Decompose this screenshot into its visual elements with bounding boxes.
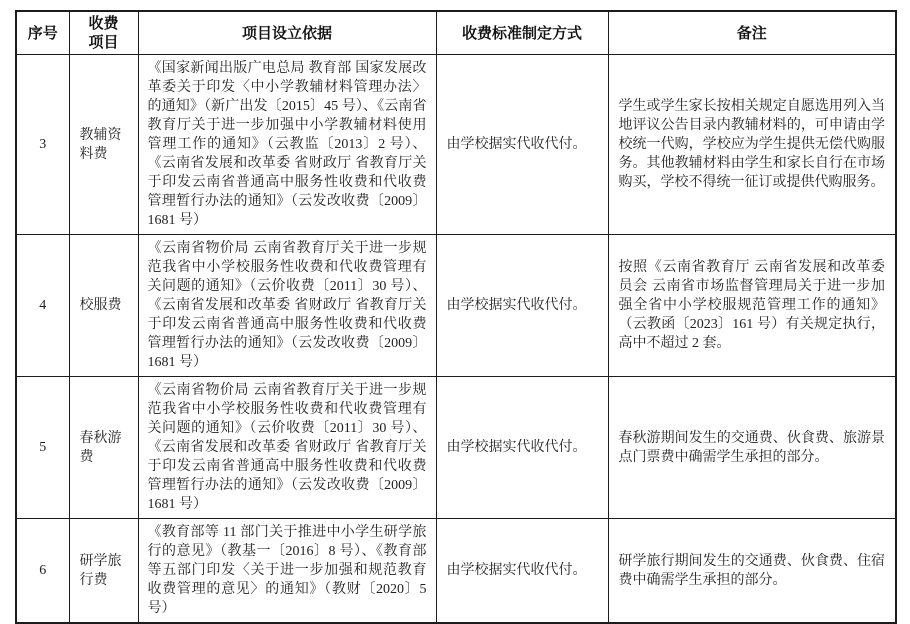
table-row [16, 377, 896, 519]
remarks-cell: 研学旅行期间发生的交通费、伙食费、住宿费中确需学生承担的部分。 [608, 519, 896, 624]
table-row [16, 519, 896, 624]
table-header-row [16, 11, 896, 55]
header-pricing-method: 收费标准制定方式 [436, 11, 608, 55]
basis-cell: 《国家新闻出版广电总局 教育部 国家发展改革委关于印发〈中小学教辅材料管理办法〉的通知》（新广出发〔2015〕45 号）、《云南省教育厅关于进一步加强中小学教辅材料使用管理工作的通知》（云教监〔2013〕2 号）、《云南省发展和改革委 省财政厅 省教育厅关于印发云南省普通高中服务性收费和代收费管理暂行办法的通知》（云发改收费〔2009〕1681 号） [138, 55, 436, 235]
basis-cell: 《教育部等 11 部门关于推进中小学生研学旅行的意见》（教基一〔2016〕8 号）、《教育部等五部门印发〈关于进一步加强和规范教育收费管理的意见〉的通知》（教财〔2020〕5 号） [138, 519, 436, 624]
serial-number-cell: 4 [16, 235, 69, 377]
pricing-method-cell: 由学校据实代收代付。 [436, 55, 608, 235]
fee-item-cell: 教辅资料费 [69, 55, 138, 235]
header-basis: 项目设立依据 [138, 11, 436, 55]
remarks-cell: 春秋游期间发生的交通费、伙食费、旅游景点门票费中确需学生承担的部分。 [608, 377, 896, 519]
header-fee-item: 收费项目 [69, 11, 138, 55]
serial-number-cell: 6 [16, 519, 69, 624]
fee-item-cell: 研学旅行费 [69, 519, 138, 624]
fee-item-cell: 校服费 [69, 235, 138, 377]
pricing-method-cell: 由学校据实代收代付。 [436, 519, 608, 624]
fee-items-table [15, 10, 897, 624]
serial-number-cell: 5 [16, 377, 69, 519]
basis-cell: 《云南省物价局 云南省教育厅关于进一步规范我省中小学校服务性收费和代收费管理有关问题的通知》（云价收费〔2011〕30 号）、《云南省发展和改革委 省财政厅 省教育厅关于印发云南省普通高中服务性收费和代收费管理暂行办法的通知》（云发改收费〔2009〕1681 号） [138, 235, 436, 377]
pricing-method-cell: 由学校据实代收代付。 [436, 235, 608, 377]
pricing-method-cell: 由学校据实代收代付。 [436, 377, 608, 519]
fee-item-cell: 春秋游费 [69, 377, 138, 519]
header-serial-number: 序号 [16, 11, 69, 55]
remarks-cell: 按照《云南省教育厅 云南省发展和改革委员会 云南省市场监督管理局关于进一步加强全省中小学校服规范管理工作的通知》（云教函〔2023〕161 号）有关规定执行，高中不超过 2 套。 [608, 235, 896, 377]
remarks-cell: 学生或学生家长按相关规定自愿选用列入当地评议公告目录内教辅材料的，可申请由学校统一代购，学校应为学生提供无偿代购服务。其他教辅材料由学生和家长自行在市场购买，学校不得统一征订或提供代购服务。 [608, 55, 896, 235]
basis-cell: 《云南省物价局 云南省教育厅关于进一步规范我省中小学校服务性收费和代收费管理有关问题的通知》（云价收费〔2011〕30 号）、《云南省发展和改革委 省财政厅 省教育厅关于印发云南省普通高中服务性收费和代收费管理暂行办法的通知》（云发改收费〔2009〕1681 号） [138, 377, 436, 519]
serial-number-cell: 3 [16, 55, 69, 235]
table-row [16, 235, 896, 377]
header-remarks: 备注 [608, 11, 896, 55]
table-row [16, 55, 896, 235]
